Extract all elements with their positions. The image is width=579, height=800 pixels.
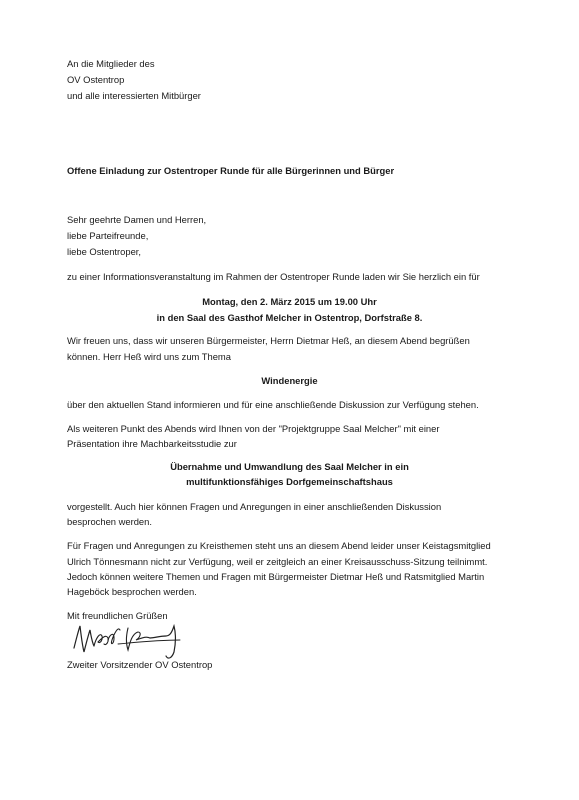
salutation-line-3: liebe Ostentroper, <box>67 246 142 257</box>
closing-text: Mit freundlichen Grüßen <box>67 610 168 621</box>
paragraph-5-line-4: Hageböck besprochen werden. <box>67 586 197 597</box>
paragraph-5-line-1: Für Fragen und Anregungen zu Kreisthemen steht uns an diesem Abend leider unser Keistagsmitglied <box>67 540 491 551</box>
paragraph-2: über den aktuellen Stand informieren und für eine anschließende Diskussion zur Verfügung stehen. <box>67 399 479 410</box>
salutation-line-1: Sehr geehrte Damen und Herren, <box>67 214 207 225</box>
paragraph-4-line-1: vorgestellt. Auch hier können Fragen und Anregungen in einer anschließenden Diskussion <box>67 501 442 512</box>
recipient-line-3: und alle interessierten Mitbürger <box>67 90 201 101</box>
paragraph-5-line-3: Jedoch können weitere Themen und Fragen mit Bürgermeister Dietmar Heß und Ratsmitglied Martin <box>67 571 485 582</box>
topic-heading: Windenergie <box>261 375 318 386</box>
handwritten-signature <box>68 618 188 662</box>
letter-subject: Offene Einladung zur Ostentroper Runde für alle Bürgerinnen und Bürger <box>67 165 395 176</box>
event-location: in den Saal des Gasthof Melcher in Ostentrop, Dorfstraße 8. <box>156 312 423 323</box>
paragraph-3-line-2: Präsentation ihre Machbarkeitsstudie zur <box>67 438 237 449</box>
topic-2-line-1: Übernahme und Umwandlung des Saal Melcher in ein <box>170 461 409 472</box>
paragraph-4-line-2: besprochen werden. <box>67 516 152 527</box>
event-date: Montag, den 2. März 2015 um 19.00 Uhr <box>202 296 377 307</box>
topic-2-line-2: multifunktionsfähiges Dorfgemeinschaftshaus <box>186 476 393 487</box>
salutation-line-2: liebe Parteifreunde, <box>67 230 149 241</box>
paragraph-5-line-2: Ulrich Tönnesmann nicht zur Verfügung, weil er zeitgleich an einer Kreisausschuss-Sitzung teilnimmt. <box>67 556 488 567</box>
paragraph-1-line-2: können. Herr Heß wird uns zum Thema <box>67 351 231 362</box>
recipient-line-1: An die Mitglieder des <box>67 58 155 69</box>
paragraph-3-line-1: Als weiteren Punkt des Abends wird Ihnen von der "Projektgruppe Saal Melcher" mit einer <box>67 423 440 434</box>
paragraph-1-line-1: Wir freuen uns, dass wir unseren Bürgermeister, Herrn Dietmar Heß, an diesem Abend begrüßen <box>67 335 470 346</box>
signature-title: Zweiter Vorsitzender OV Ostentrop <box>67 659 213 670</box>
intro-text: zu einer Informationsveranstaltung im Rahmen der Ostentroper Runde laden wir Sie herzlich ein für <box>67 271 480 282</box>
recipient-line-2: OV Ostentrop <box>67 74 125 85</box>
